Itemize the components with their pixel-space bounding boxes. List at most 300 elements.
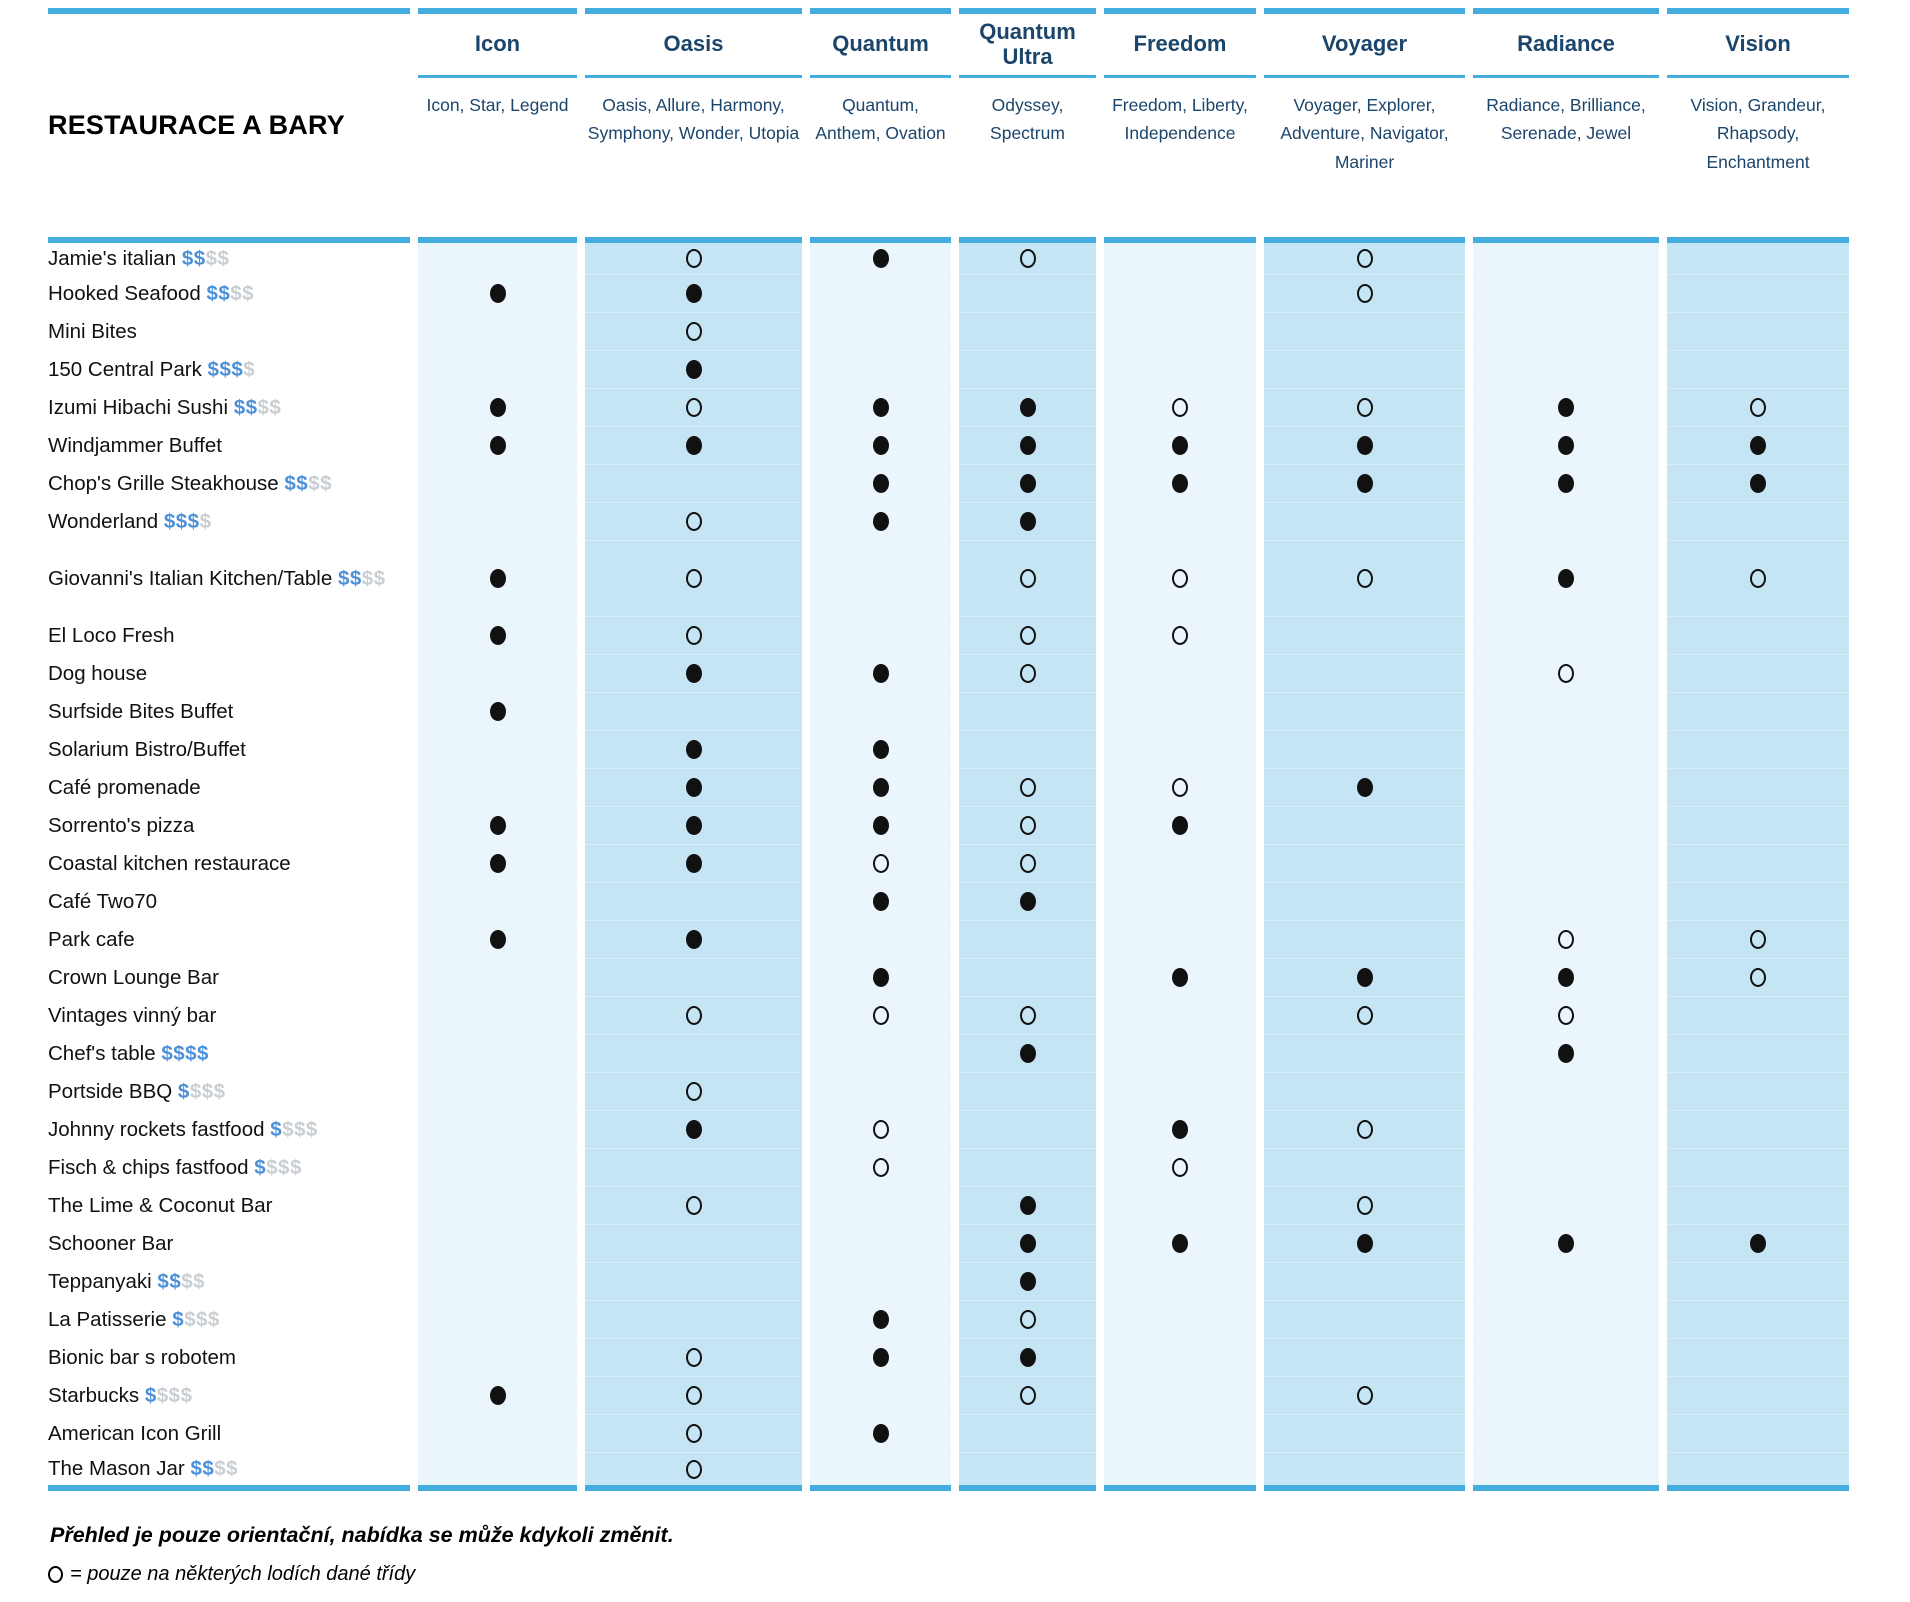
cell-freedom-row-16 xyxy=(1104,845,1256,883)
cell-oasis-row-5 xyxy=(585,389,802,427)
open-dot-icon xyxy=(1020,1006,1036,1025)
open-dot-icon xyxy=(1357,1196,1373,1215)
restaurant-name: Café Two70 xyxy=(48,890,158,914)
cell-quantum-row-32 xyxy=(810,1453,951,1491)
cell-voyager-row-3 xyxy=(1264,313,1465,351)
cell-icon-row-14 xyxy=(418,769,577,807)
price-dollars-inactive: $$ xyxy=(308,472,333,496)
row-label-cell xyxy=(48,1263,410,1301)
cell-radiance-row-12 xyxy=(1473,693,1659,731)
filled-dot-icon xyxy=(873,398,889,417)
cell-oasis-row-24 xyxy=(585,1149,802,1187)
open-dot-icon xyxy=(1020,816,1036,835)
cell-icon-row-29 xyxy=(418,1339,577,1377)
restaurant-name: Surfside Bites Buffet xyxy=(48,700,234,724)
filled-dot-icon xyxy=(490,626,506,645)
cell-freedom-row-25 xyxy=(1104,1187,1256,1225)
restaurant-name: Dog house xyxy=(48,662,148,686)
cell-voyager-row-20 xyxy=(1264,997,1465,1035)
cell-oasis-row-8 xyxy=(585,503,802,541)
cell-quantum-row-24 xyxy=(810,1149,951,1187)
open-circle-icon xyxy=(48,1566,63,1583)
cell-quantum-row-19 xyxy=(810,959,951,997)
restaurant-name: Johnny rockets fastfood $$$$ xyxy=(48,1118,318,1142)
row-label-cell xyxy=(48,921,410,959)
cell-voyager-row-6 xyxy=(1264,427,1465,465)
cell-freedom-row-24 xyxy=(1104,1149,1256,1187)
cell-freedom-row-2 xyxy=(1104,275,1256,313)
filled-dot-icon xyxy=(686,854,702,873)
cell-vision-row-1 xyxy=(1667,237,1849,275)
open-dot-icon xyxy=(686,398,702,417)
cell-voyager-row-21 xyxy=(1264,1035,1465,1073)
cell-quantum-ultra-row-6 xyxy=(959,427,1096,465)
open-dot-icon xyxy=(1558,1006,1574,1025)
cell-quantum-ultra-row-23 xyxy=(959,1111,1096,1149)
column-ships-list: Radiance, Brilliance, Serenade, Jewel xyxy=(1486,95,1646,144)
column-ships-list: Quantum, Anthem, Ovation xyxy=(815,95,946,144)
cell-icon-row-17 xyxy=(418,883,577,921)
column-ships-list: Icon, Star, Legend xyxy=(426,95,569,115)
cell-vision-row-27 xyxy=(1667,1263,1849,1301)
cell-icon-row-20 xyxy=(418,997,577,1035)
cell-icon-row-6 xyxy=(418,427,577,465)
cell-quantum-row-22 xyxy=(810,1073,951,1111)
cell-oasis-row-3 xyxy=(585,313,802,351)
price-dollars-inactive: $$ xyxy=(214,1457,239,1481)
restaurant-name: Mini Bites xyxy=(48,320,137,344)
filled-dot-icon xyxy=(873,740,889,759)
cell-vision-row-20 xyxy=(1667,997,1849,1035)
cell-quantum-row-3 xyxy=(810,313,951,351)
cell-voyager-row-25 xyxy=(1264,1187,1465,1225)
column-header-freedom xyxy=(1104,8,1256,237)
open-dot-icon xyxy=(1020,1386,1036,1405)
price-dollars-inactive: $$$ xyxy=(266,1156,302,1180)
row-label-cell xyxy=(48,1035,410,1073)
cell-icon-row-25 xyxy=(418,1187,577,1225)
open-dot-icon xyxy=(1172,778,1188,797)
cell-voyager-row-29 xyxy=(1264,1339,1465,1377)
restaurant-name: Teppanyaki $$$$ xyxy=(48,1270,206,1294)
cell-voyager-row-14 xyxy=(1264,769,1465,807)
restaurant-name: Park cafe xyxy=(48,928,135,952)
filled-dot-icon xyxy=(1558,474,1574,493)
cell-quantum-ultra-row-16 xyxy=(959,845,1096,883)
cell-oasis-row-28 xyxy=(585,1301,802,1339)
column-title: Vision xyxy=(1667,14,1849,78)
column-title: Freedom xyxy=(1104,14,1256,78)
cell-quantum-row-31 xyxy=(810,1415,951,1453)
cell-vision-row-24 xyxy=(1667,1149,1849,1187)
filled-dot-icon xyxy=(686,930,702,949)
cell-oasis-row-2 xyxy=(585,275,802,313)
filled-dot-icon xyxy=(873,968,889,987)
open-dot-icon xyxy=(686,626,702,645)
cell-freedom-row-15 xyxy=(1104,807,1256,845)
cell-voyager-row-7 xyxy=(1264,465,1465,503)
cell-freedom-row-9 xyxy=(1104,541,1256,617)
cell-icon-row-23 xyxy=(418,1111,577,1149)
cell-vision-row-2 xyxy=(1667,275,1849,313)
cell-quantum-row-5 xyxy=(810,389,951,427)
column-title: Radiance xyxy=(1473,14,1659,78)
cell-voyager-row-30 xyxy=(1264,1377,1465,1415)
cell-quantum-row-26 xyxy=(810,1225,951,1263)
filled-dot-icon xyxy=(873,474,889,493)
cell-oasis-row-21 xyxy=(585,1035,802,1073)
filled-dot-icon xyxy=(873,249,889,268)
filled-dot-icon xyxy=(686,1120,702,1139)
cell-radiance-row-8 xyxy=(1473,503,1659,541)
filled-dot-icon xyxy=(1020,1348,1036,1367)
open-dot-icon xyxy=(686,569,702,588)
price-dollars-active: $$$ xyxy=(163,510,200,534)
row-label-cell xyxy=(48,997,410,1035)
cell-radiance-row-25 xyxy=(1473,1187,1659,1225)
cell-voyager-row-17 xyxy=(1264,883,1465,921)
price-rating xyxy=(161,1042,209,1065)
column-ships-list: Freedom, Liberty, Independence xyxy=(1112,95,1248,144)
row-label-cell xyxy=(48,275,410,313)
cell-voyager-row-12 xyxy=(1264,693,1465,731)
cell-icon-row-10 xyxy=(418,617,577,655)
cell-radiance-row-23 xyxy=(1473,1111,1659,1149)
cell-vision-row-22 xyxy=(1667,1073,1849,1111)
cell-quantum-row-7 xyxy=(810,465,951,503)
cell-freedom-row-6 xyxy=(1104,427,1256,465)
cell-freedom-row-3 xyxy=(1104,313,1256,351)
filled-dot-icon xyxy=(873,1348,889,1367)
filled-dot-icon xyxy=(1172,436,1188,455)
restaurant-name: Café promenade xyxy=(48,776,201,800)
cell-quantum-row-20 xyxy=(810,997,951,1035)
row-label-cell xyxy=(48,1377,410,1415)
row-label-cell xyxy=(48,1339,410,1377)
row-label-cell xyxy=(48,427,410,465)
cell-radiance-row-29 xyxy=(1473,1339,1659,1377)
cell-radiance-row-4 xyxy=(1473,351,1659,389)
price-rating xyxy=(284,472,332,495)
open-dot-icon xyxy=(1750,930,1766,949)
price-dollars-inactive: $$ xyxy=(205,247,230,271)
filled-dot-icon xyxy=(1558,1234,1574,1253)
cell-radiance-row-2 xyxy=(1473,275,1659,313)
row-label-cell xyxy=(48,503,410,541)
cell-radiance-row-21 xyxy=(1473,1035,1659,1073)
cell-voyager-row-8 xyxy=(1264,503,1465,541)
restaurant-name: American Icon Grill xyxy=(48,1422,222,1446)
cell-vision-row-5 xyxy=(1667,389,1849,427)
cell-vision-row-32 xyxy=(1667,1453,1849,1491)
cell-vision-row-13 xyxy=(1667,731,1849,769)
cell-freedom-row-4 xyxy=(1104,351,1256,389)
filled-dot-icon xyxy=(490,854,506,873)
cell-oasis-row-9 xyxy=(585,541,802,617)
cell-freedom-row-27 xyxy=(1104,1263,1256,1301)
cell-freedom-row-1 xyxy=(1104,237,1256,275)
cell-quantum-row-14 xyxy=(810,769,951,807)
cell-oasis-row-25 xyxy=(585,1187,802,1225)
restaurant-name: Bionic bar s robotem xyxy=(48,1346,237,1370)
cell-quantum-ultra-row-19 xyxy=(959,959,1096,997)
price-dollars-active: $$ xyxy=(284,472,309,496)
restaurant-name: Coastal kitchen restaurace xyxy=(48,852,291,876)
cell-radiance-row-24 xyxy=(1473,1149,1659,1187)
open-dot-icon xyxy=(1750,569,1766,588)
cell-icon-row-1 xyxy=(418,237,577,275)
cell-icon-row-21 xyxy=(418,1035,577,1073)
restaurant-name: Izumi Hibachi Sushi $$$$ xyxy=(48,396,282,420)
open-dot-icon xyxy=(1357,398,1373,417)
cell-freedom-row-31 xyxy=(1104,1415,1256,1453)
open-dot-icon xyxy=(686,1348,702,1367)
cell-voyager-row-22 xyxy=(1264,1073,1465,1111)
price-dollars-active: $$ xyxy=(157,1270,182,1294)
cell-icon-row-13 xyxy=(418,731,577,769)
filled-dot-icon xyxy=(1172,816,1188,835)
cell-freedom-row-14 xyxy=(1104,769,1256,807)
cell-radiance-row-18 xyxy=(1473,921,1659,959)
cell-quantum-row-1 xyxy=(810,237,951,275)
cell-vision-row-21 xyxy=(1667,1035,1849,1073)
price-dollars-active: $ xyxy=(177,1080,190,1104)
filled-dot-icon xyxy=(490,284,506,303)
row-label-cell xyxy=(48,693,410,731)
column-title: Quantum Ultra xyxy=(959,14,1096,78)
column-title: Voyager xyxy=(1264,14,1465,78)
cell-radiance-row-20 xyxy=(1473,997,1659,1035)
filled-dot-icon xyxy=(1172,1120,1188,1139)
cell-icon-row-31 xyxy=(418,1415,577,1453)
row-label-cell xyxy=(48,883,410,921)
cell-quantum-row-25 xyxy=(810,1187,951,1225)
cell-radiance-row-27 xyxy=(1473,1263,1659,1301)
row-label-cell xyxy=(48,655,410,693)
cell-icon-row-30 xyxy=(418,1377,577,1415)
filled-dot-icon xyxy=(873,512,889,531)
cell-quantum-ultra-row-15 xyxy=(959,807,1096,845)
filled-dot-icon xyxy=(1558,968,1574,987)
filled-dot-icon xyxy=(1020,1196,1036,1215)
cell-vision-row-4 xyxy=(1667,351,1849,389)
filled-dot-icon xyxy=(686,284,702,303)
cell-oasis-row-7 xyxy=(585,465,802,503)
cell-voyager-row-28 xyxy=(1264,1301,1465,1339)
cell-voyager-row-5 xyxy=(1264,389,1465,427)
cell-quantum-ultra-row-18 xyxy=(959,921,1096,959)
cell-quantum-ultra-row-31 xyxy=(959,1415,1096,1453)
cell-radiance-row-32 xyxy=(1473,1453,1659,1491)
open-dot-icon xyxy=(1172,398,1188,417)
cell-quantum-ultra-row-4 xyxy=(959,351,1096,389)
price-rating xyxy=(338,567,386,590)
cell-vision-row-18 xyxy=(1667,921,1849,959)
cell-quantum-row-10 xyxy=(810,617,951,655)
cell-oasis-row-15 xyxy=(585,807,802,845)
filled-dot-icon xyxy=(686,360,702,379)
filled-dot-icon xyxy=(873,892,889,911)
filled-dot-icon xyxy=(1750,1234,1766,1253)
cell-quantum-row-17 xyxy=(810,883,951,921)
cell-vision-row-26 xyxy=(1667,1225,1849,1263)
filled-dot-icon xyxy=(873,436,889,455)
filled-dot-icon xyxy=(1020,892,1036,911)
price-dollars-active: $ xyxy=(270,1118,283,1142)
price-dollars-inactive: $$$ xyxy=(282,1118,318,1142)
open-dot-icon xyxy=(1020,1310,1036,1329)
row-label-cell xyxy=(48,1149,410,1187)
price-dollars-inactive: $$$ xyxy=(189,1080,226,1104)
open-dot-icon xyxy=(686,1082,702,1101)
cell-quantum-ultra-row-5 xyxy=(959,389,1096,427)
cell-quantum-row-9 xyxy=(810,541,951,617)
restaurant-name: Fisch & chips fastfood $$$$ xyxy=(48,1156,302,1180)
row-label-cell xyxy=(48,1111,410,1149)
cell-quantum-row-13 xyxy=(810,731,951,769)
cell-vision-row-28 xyxy=(1667,1301,1849,1339)
cell-radiance-row-22 xyxy=(1473,1073,1659,1111)
cell-voyager-row-24 xyxy=(1264,1149,1465,1187)
price-dollars-active: $$ xyxy=(206,282,231,306)
restaurant-name: Wonderland $$$$ xyxy=(48,510,212,534)
cell-quantum-row-23 xyxy=(810,1111,951,1149)
cell-freedom-row-18 xyxy=(1104,921,1256,959)
cell-vision-row-7 xyxy=(1667,465,1849,503)
cell-voyager-row-16 xyxy=(1264,845,1465,883)
cell-radiance-row-16 xyxy=(1473,845,1659,883)
cell-icon-row-26 xyxy=(418,1225,577,1263)
column-header-icon xyxy=(418,8,577,237)
price-dollars-inactive: $$$ xyxy=(156,1384,193,1408)
cell-quantum-ultra-row-9 xyxy=(959,541,1096,617)
cell-quantum-ultra-row-8 xyxy=(959,503,1096,541)
filled-dot-icon xyxy=(1750,436,1766,455)
cell-radiance-row-9 xyxy=(1473,541,1659,617)
cell-quantum-ultra-row-22 xyxy=(959,1073,1096,1111)
cell-quantum-row-30 xyxy=(810,1377,951,1415)
cell-oasis-row-22 xyxy=(585,1073,802,1111)
filled-dot-icon xyxy=(1172,1234,1188,1253)
cell-radiance-row-31 xyxy=(1473,1415,1659,1453)
cell-vision-row-31 xyxy=(1667,1415,1849,1453)
cell-quantum-ultra-row-29 xyxy=(959,1339,1096,1377)
cell-oasis-row-29 xyxy=(585,1339,802,1377)
price-dollars-active: $$ xyxy=(233,396,258,420)
cell-radiance-row-26 xyxy=(1473,1225,1659,1263)
row-label-cell xyxy=(48,1187,410,1225)
row-label-cell xyxy=(48,1301,410,1339)
cell-quantum-ultra-row-10 xyxy=(959,617,1096,655)
cell-radiance-row-30 xyxy=(1473,1377,1659,1415)
cell-vision-row-23 xyxy=(1667,1111,1849,1149)
filled-dot-icon xyxy=(1357,436,1373,455)
restaurant-name: Chef's table $$$$ xyxy=(48,1042,209,1066)
row-label-cell xyxy=(48,465,410,503)
filled-dot-icon xyxy=(1172,968,1188,987)
restaurant-name: Jamie's italian $$$$ xyxy=(48,247,230,271)
cell-freedom-row-10 xyxy=(1104,617,1256,655)
cell-oasis-row-18 xyxy=(585,921,802,959)
price-rating xyxy=(145,1384,193,1407)
cell-quantum-ultra-row-30 xyxy=(959,1377,1096,1415)
cell-oasis-row-27 xyxy=(585,1263,802,1301)
open-dot-icon xyxy=(686,1424,702,1443)
filled-dot-icon xyxy=(490,816,506,835)
row-label-cell xyxy=(48,1453,410,1491)
open-dot-icon xyxy=(1172,626,1188,645)
cell-voyager-row-13 xyxy=(1264,731,1465,769)
cell-oasis-row-23 xyxy=(585,1111,802,1149)
cell-voyager-row-27 xyxy=(1264,1263,1465,1301)
cell-icon-row-24 xyxy=(418,1149,577,1187)
cell-icon-row-11 xyxy=(418,655,577,693)
cell-quantum-row-8 xyxy=(810,503,951,541)
column-header-oasis xyxy=(585,8,802,237)
cell-oasis-row-10 xyxy=(585,617,802,655)
footnote xyxy=(48,1523,1854,1586)
cell-oasis-row-30 xyxy=(585,1377,802,1415)
price-rating xyxy=(164,510,212,533)
price-rating xyxy=(270,1118,318,1141)
cell-oasis-row-32 xyxy=(585,1453,802,1491)
cell-quantum-ultra-row-21 xyxy=(959,1035,1096,1073)
open-dot-icon xyxy=(1750,398,1766,417)
cell-freedom-row-11 xyxy=(1104,655,1256,693)
filled-dot-icon xyxy=(490,930,506,949)
filled-dot-icon xyxy=(1020,398,1036,417)
cell-icon-row-5 xyxy=(418,389,577,427)
column-header-radiance xyxy=(1473,8,1659,237)
cell-quantum-row-4 xyxy=(810,351,951,389)
row-label-cell xyxy=(48,541,410,617)
cell-radiance-row-3 xyxy=(1473,313,1659,351)
open-dot-icon xyxy=(686,1196,702,1215)
open-dot-icon xyxy=(1558,664,1574,683)
cell-freedom-row-17 xyxy=(1104,883,1256,921)
cell-icon-row-3 xyxy=(418,313,577,351)
price-dollars-inactive: $$ xyxy=(230,282,255,306)
filled-dot-icon xyxy=(490,569,506,588)
open-dot-icon xyxy=(1357,1006,1373,1025)
cell-quantum-ultra-row-27 xyxy=(959,1263,1096,1301)
cell-quantum-ultra-row-3 xyxy=(959,313,1096,351)
column-ships-list: Vision, Grandeur, Rhapsody, Enchantment xyxy=(1690,95,1826,172)
filled-dot-icon xyxy=(873,1310,889,1329)
open-dot-icon xyxy=(686,512,702,531)
cell-freedom-row-8 xyxy=(1104,503,1256,541)
open-dot-icon xyxy=(1020,249,1036,268)
filled-dot-icon xyxy=(1020,474,1036,493)
cell-freedom-row-32 xyxy=(1104,1453,1256,1491)
filled-dot-icon xyxy=(1020,436,1036,455)
price-rating xyxy=(190,1457,238,1480)
cell-voyager-row-1 xyxy=(1264,237,1465,275)
cell-freedom-row-19 xyxy=(1104,959,1256,997)
filled-dot-icon xyxy=(490,702,506,721)
restaurant-name: Vintages vinný bar xyxy=(48,1004,217,1028)
filled-dot-icon xyxy=(1558,1044,1574,1063)
cell-quantum-ultra-row-11 xyxy=(959,655,1096,693)
cell-voyager-row-10 xyxy=(1264,617,1465,655)
open-dot-icon xyxy=(686,249,702,268)
price-rating xyxy=(182,247,230,270)
restaurant-name: Chop's Grille Steakhouse $$$$ xyxy=(48,472,333,496)
open-circle-legend xyxy=(48,1563,1854,1586)
row-label-cell xyxy=(48,617,410,655)
price-dollars-inactive: $$$ xyxy=(184,1308,220,1332)
filled-dot-icon xyxy=(686,778,702,797)
